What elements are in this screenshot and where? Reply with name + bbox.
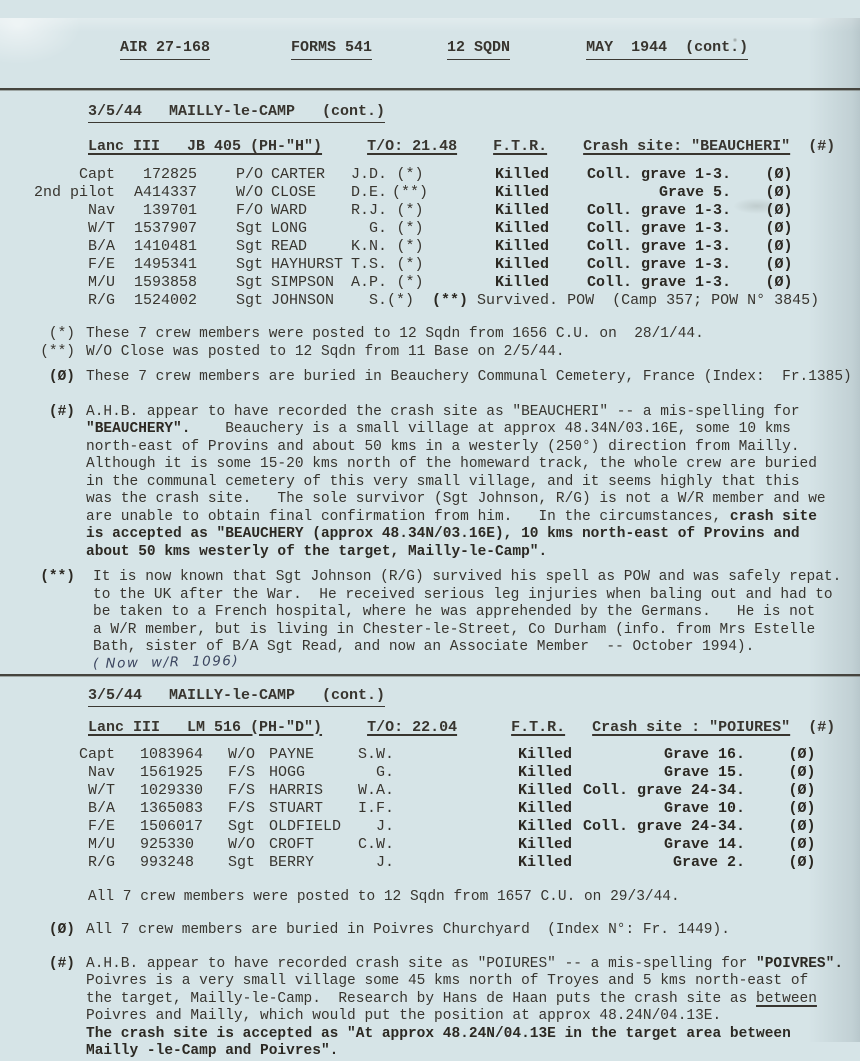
crew-initials: J. [375, 853, 394, 871]
crew-initials: G. [375, 763, 394, 781]
text-segment: Crash site : "POIURES" [592, 718, 791, 736]
footnote-text-line [86, 544, 826, 562]
crew-grave: Coll. grave 1-3. [586, 238, 731, 255]
text-segment: is accepted as "BEAUCHERY (approx 48.34N/03.16E), 10 kms north-east of Provins and [86, 526, 800, 542]
footnote-marker: (**) [40, 569, 75, 585]
text-segment [790, 719, 808, 736]
crew-burial-marker: (Ø) [765, 238, 793, 255]
crew-rank: Sgt [228, 817, 256, 835]
crew-surname: HAYHURST [271, 256, 344, 273]
section1-title: 3/5/44 MAILLY-le-CAMP (cont.) [88, 103, 860, 123]
spacer-cell [394, 746, 518, 764]
crew-burial-marker: (Ø) [788, 745, 816, 763]
crew-grave: Coll. grave 1-3. [586, 274, 731, 291]
text-segment [457, 719, 511, 736]
crew-fate: Killed [495, 238, 550, 255]
crew-fate: Killed [495, 256, 550, 273]
document-header [84, 18, 860, 80]
crew-surname: READ [271, 238, 308, 255]
footnote-text-line [86, 1043, 843, 1061]
footnote-text-line [86, 1008, 843, 1026]
text-segment [414, 292, 432, 309]
text-segment: Lanc III LM 516 (PH-"D") [88, 718, 323, 736]
crew-fate: Killed [518, 853, 573, 871]
crew-burial-marker: (Ø) [765, 256, 793, 273]
text-segment: crash site [729, 508, 817, 525]
crew-burial-marker: (Ø) [788, 763, 816, 781]
text-segment: Poivres is a very small village some 45 kms north of Troyes and 5 kms north-east of [86, 973, 809, 989]
crew-service-number: A414337 [133, 184, 197, 201]
spacer-cell [394, 800, 518, 818]
crew-grave: Grave 10. [664, 799, 746, 817]
text-segment: Crash site: "BEAUCHERI" [583, 138, 791, 155]
crew-role: B/A [87, 238, 115, 255]
crew-role: R/G [87, 853, 115, 871]
crew-initials: J.D. [350, 166, 387, 183]
crew-fate: Killed [518, 835, 573, 853]
crew-rank: Sgt [236, 220, 264, 237]
crew-role: B/A [87, 799, 115, 817]
crew-role: F/E [87, 256, 115, 273]
text-segment: The crash site is accepted as "At approx 48.24N/04.13E in the target area between [86, 1025, 791, 1042]
crew-row [30, 854, 840, 872]
crew-initials: T.S. [350, 256, 387, 273]
crew-surname: STUART [269, 799, 324, 817]
posting-note: All 7 crew members were posted to 12 Sqdn from 1657 C.U. on 29/3/44. [88, 888, 680, 905]
crew-footnote-marker: (*) [396, 220, 424, 237]
crew-service-number: 1561925 [140, 763, 204, 781]
crew-fate: Killed [495, 274, 550, 291]
text-segment: "BEAUCHERY". [86, 421, 191, 437]
crew-role: F/E [87, 817, 115, 835]
crew-grave: Grave 5. [658, 184, 731, 201]
crew-row [30, 764, 840, 782]
footnote-hash [40, 404, 860, 562]
crew-rank: Sgt [236, 292, 264, 309]
section2-crew-table [30, 746, 840, 872]
crew-grave: Grave 2. [673, 853, 746, 871]
crew-fate: Killed [518, 799, 573, 817]
footnote-text: W/O Close was posted to 12 Sqdn from 11 Base on 2/5/44. [86, 343, 565, 360]
squadron: 12 SQDN [447, 38, 510, 60]
crew-surname: HOGG [269, 763, 306, 781]
crew-burial-marker: (Ø) [788, 835, 816, 853]
footnote-text: These 7 crew members were posted to 12 Sqdn from 1656 C.U. on 28/1/44. [86, 326, 704, 342]
crew-fate: Killed [518, 745, 573, 763]
footnote-text-line [86, 456, 826, 474]
crew-service-number: 1506017 [140, 817, 204, 835]
crew-row [30, 800, 840, 818]
crew-initials: K.N. [350, 238, 387, 255]
footnote-marker: (Ø) [48, 369, 75, 385]
crew-initials: A.P. [350, 274, 387, 291]
crew-footnote-marker: (*) [396, 256, 424, 273]
spacer-cell [394, 836, 518, 854]
scanned-document-page [0, 18, 860, 1059]
spacer-cell [433, 256, 495, 274]
crew-surname: SIMPSON [271, 274, 335, 291]
text-segment: T/O: 21.48 [367, 138, 458, 155]
crew-service-number: 1410481 [133, 238, 197, 255]
crew-burial-marker: (Ø) [765, 274, 793, 291]
crew-burial-marker: (Ø) [765, 220, 793, 237]
crew-role: Capt [78, 745, 115, 763]
text-segment: was the crash site. The sole survivor (Sgt Johnson, R/G) is not a W/R member and we [86, 491, 826, 507]
text-segment: a W/R member, but is living in Chester-le-Street, Co Durham (info. from Mrs Estelle [93, 621, 816, 638]
text-segment: between [756, 990, 817, 1007]
crew-row [30, 292, 830, 310]
crew-rank: W/O [236, 184, 264, 201]
footnote-text: These 7 crew members are buried in Beauchery Communal Cemetery, France (Index: Fr.1385) [86, 369, 852, 385]
crew-row [30, 256, 830, 274]
crew-initials: C.W. [357, 835, 394, 853]
text-segment: (*) [387, 292, 415, 309]
crew-rank: W/O [228, 835, 256, 853]
form-number: FORMS 541 [291, 38, 372, 60]
text-segment: the target, Mailly-le-Camp. Research by Hans de Haan puts the crash site as [86, 990, 757, 1007]
footnote-star [40, 326, 860, 344]
crew-grave: Coll. grave 1-3. [586, 256, 731, 273]
footnote-marker: (**) [40, 343, 75, 360]
horizontal-rule [0, 674, 860, 677]
crew-surname: LONG [271, 220, 308, 237]
crew-initials: R.J. [350, 202, 387, 219]
crew-fate: Killed [518, 817, 573, 835]
crew-grave: Coll. grave 24-34. [583, 781, 746, 799]
footnote-marker: (*) [48, 326, 75, 342]
crew-rank: Sgt [236, 274, 264, 291]
crew-row [30, 202, 830, 220]
text-segment [547, 138, 583, 155]
crew-row [30, 818, 840, 836]
crew-role: R/G [87, 292, 115, 309]
text-segment: It is now known that Sgt Johnson (R/G) survived his spell as POW and was safely repat. [93, 569, 842, 585]
crew-rank: F/O [236, 202, 264, 219]
footnote-marker: (#) [48, 403, 75, 420]
text-segment: Although it is some 15-20 kms north of the homeward track, the whole crew are buried [86, 456, 817, 472]
crew-rank: Sgt [228, 853, 256, 871]
text-segment: be taken to a French hospital, where he was apprehended by the Germans. He is not [93, 604, 816, 620]
crew-service-number: 1593858 [133, 274, 197, 291]
crew-burial-marker: (Ø) [765, 184, 793, 201]
crew-burial-marker: (Ø) [765, 166, 793, 183]
footnote-text-line [93, 587, 841, 605]
spacer-cell [394, 854, 518, 872]
text-segment [322, 138, 367, 155]
spacer-cell [394, 818, 518, 836]
text-segment: A.H.B. appear to have recorded the crash site as "BEAUCHERI" -- a mis-spelling for [86, 403, 800, 420]
footnote-text: All 7 crew members are buried in Poivres Churchyard (Index N°: Fr. 1449). [86, 922, 730, 938]
footnote-text-line [86, 439, 826, 457]
crew-fate: Killed [495, 202, 550, 219]
month-year: MAY 1944 (cont.) [586, 38, 748, 60]
text-segment [322, 719, 367, 736]
footnote-slashzero [40, 922, 860, 940]
crew-footnote-marker: (**) [391, 184, 428, 201]
footnote-text-line [86, 474, 826, 492]
text-segment: north-east of Provins and about 50 kms in a westerly (250°) direction from Mailly. [86, 438, 800, 455]
footnote-text-line [86, 509, 826, 527]
crew-grave: Coll. grave 1-3. [586, 220, 731, 237]
footnote-text-line [86, 421, 826, 439]
crew-rank: Sgt [236, 238, 264, 255]
text-segment: F.T.R. [511, 718, 566, 736]
text-segment: (**) [432, 292, 469, 309]
crew-fate: Killed [495, 220, 550, 237]
footnote-text-line [86, 956, 843, 974]
spacer-cell [433, 202, 495, 220]
crew-surname: BERRY [269, 853, 315, 871]
footnote-text-line [86, 526, 826, 544]
text-segment: about 50 kms westerly of the target, Mailly-le-Camp". [86, 543, 548, 560]
crew-rank: P/O [236, 166, 264, 183]
crew-service-number: 172825 [142, 166, 197, 183]
crew-role: M/U [87, 835, 115, 853]
crew-service-number: 1029330 [140, 781, 204, 799]
crew-grave: Grave 16. [664, 745, 746, 763]
crew-service-number: 1495341 [133, 256, 197, 273]
footnote-marker: (#) [48, 955, 75, 972]
crew-row [30, 220, 830, 238]
footnote-text-line [93, 569, 841, 587]
crew-survivor-note [387, 292, 830, 310]
crew-row [30, 166, 830, 184]
crew-service-number: 1083964 [140, 745, 204, 763]
spacer-cell [433, 166, 495, 184]
crew-grave: Coll. grave 1-3. [586, 166, 731, 183]
text-segment [565, 719, 592, 736]
text-segment [790, 138, 808, 155]
footnote-slashzero [40, 369, 860, 387]
crew-footnote-marker: (*) [396, 274, 424, 291]
footnote-marker: (Ø) [48, 922, 75, 938]
handwritten-annotation: ( Now w/R 1096) [92, 652, 240, 672]
crew-role: Nav [87, 202, 115, 219]
footnote-text-line [93, 604, 841, 622]
crew-footnote-marker: (*) [396, 238, 424, 255]
crew-rank: F/S [228, 763, 256, 781]
crew-surname: CLOSE [271, 184, 317, 201]
crew-surname: PAYNE [269, 745, 315, 763]
section2-aircraft-header [88, 718, 860, 738]
section2-title: 3/5/44 MAILLY-le-CAMP (cont.) [88, 687, 860, 707]
section1-crew-table [30, 166, 830, 310]
footnote-text-line [93, 622, 841, 640]
crew-burial-marker: (Ø) [788, 853, 816, 871]
footnote-text-line [86, 1026, 843, 1044]
text-segment: Beauchery is a small village at approx 48.34N/03.16E, some 10 kms [190, 421, 791, 437]
crew-role: M/U [87, 274, 115, 291]
crew-role: W/T [87, 220, 115, 237]
crew-service-number: 1524002 [133, 292, 197, 309]
crew-footnote-marker: (*) [396, 166, 424, 183]
text-segment: A.H.B. appear to have recorded crash site as "POIURES" -- a mis-spelling for [86, 955, 757, 972]
crew-row [30, 836, 840, 854]
spacer-cell [394, 782, 518, 800]
footnote-text-line [86, 491, 826, 509]
crew-initials: G. [368, 220, 387, 237]
text-segment: Survived. POW (Camp 357; POW N° 3845) [468, 292, 820, 309]
spacer-cell [433, 184, 495, 202]
crew-fate: Killed [495, 184, 550, 201]
crew-initials: D.E. [350, 184, 387, 201]
text-segment: (#) [808, 138, 836, 155]
crew-row [30, 746, 840, 764]
crew-burial-marker: (Ø) [765, 202, 793, 219]
crew-fate: Killed [495, 166, 550, 183]
crew-grave: Coll. grave 24-34. [583, 817, 746, 835]
spacer-cell [433, 238, 495, 256]
footnote-doublestar [40, 344, 860, 362]
crew-rank: Sgt [236, 256, 264, 273]
footnote-doublestar-update [40, 569, 860, 674]
crew-burial-marker: (Ø) [788, 781, 816, 799]
crew-surname: OLDFIELD [269, 817, 342, 835]
crew-rank: F/S [228, 781, 256, 799]
text-segment: Bath, sister of B/A Sgt Read, and now an Associate Member -- October 1994). [93, 639, 755, 655]
text-segment: to the UK after the War. He received serious leg injuries when baling out and had to [93, 586, 833, 603]
crew-grave: Grave 15. [664, 763, 746, 781]
text-segment: (#) [808, 718, 836, 736]
archive-reference: AIR 27-168 [120, 38, 210, 60]
crew-rank: F/S [228, 799, 256, 817]
crew-surname: WARD [271, 202, 308, 219]
crew-service-number: 925330 [140, 835, 195, 853]
text-segment: T/O: 22.04 [367, 718, 458, 736]
crew-role: W/T [87, 781, 115, 799]
footnote-text-line [86, 404, 826, 422]
spacer-cell [433, 274, 495, 292]
text-segment: Mailly -le-Camp and Poivres". [86, 1043, 339, 1059]
crew-fate: Killed [518, 763, 573, 781]
text-segment: "POIVRES". [756, 955, 844, 972]
crew-initials: W.A. [357, 781, 394, 799]
text-segment: are unable to obtain final confirmation from him. In the circumstances, [86, 508, 730, 525]
text-segment [457, 138, 493, 155]
crew-initials: J. [375, 817, 394, 835]
crew-service-number: 993248 [140, 853, 195, 871]
crew-service-number: 1365083 [140, 799, 204, 817]
crew-fate: Killed [518, 781, 573, 799]
crew-role: 2nd pilot [33, 184, 115, 201]
crew-role: Nav [87, 763, 115, 781]
text-segment: Lanc III JB 405 (PH-"H") [88, 138, 323, 155]
footnote-text-line [86, 991, 843, 1009]
crew-surname: CARTER [271, 166, 326, 183]
crew-surname: JOHNSON [271, 292, 335, 309]
crew-burial-marker: (Ø) [788, 817, 816, 835]
spacer-cell [433, 220, 495, 238]
crew-service-number: 1537907 [133, 220, 197, 237]
crew-service-number: 139701 [142, 202, 197, 219]
crew-burial-marker: (Ø) [788, 799, 816, 817]
crew-grave: Grave 14. [664, 835, 746, 853]
text-segment: F.T.R. [493, 138, 548, 155]
footnote-hash [40, 956, 860, 1061]
crew-role: Capt [78, 166, 115, 183]
crew-initials: S.W. [357, 745, 394, 763]
footnote-text-line [86, 973, 843, 991]
crew-grave: Coll. grave 1-3. [586, 202, 731, 219]
crew-surname: HARRIS [269, 781, 324, 799]
text-segment: in the communal cemetery of this very small village, and it seems highly that this [86, 473, 800, 490]
crew-footnote-marker: (*) [396, 202, 424, 219]
horizontal-rule [0, 88, 860, 91]
text-segment: Poivres and Mailly, which would put the position at approx 48.24N/04.13E. [86, 1008, 722, 1024]
crew-rank: W/O [228, 745, 256, 763]
crew-row [30, 274, 830, 292]
spacer-cell [394, 764, 518, 782]
section1-aircraft-header [88, 137, 860, 157]
crew-row [30, 184, 830, 202]
crew-surname: CROFT [269, 835, 315, 853]
crew-initials: I.F. [357, 799, 394, 817]
crew-row [30, 782, 840, 800]
crew-row [30, 238, 830, 256]
crew-initials: S. [368, 292, 387, 309]
